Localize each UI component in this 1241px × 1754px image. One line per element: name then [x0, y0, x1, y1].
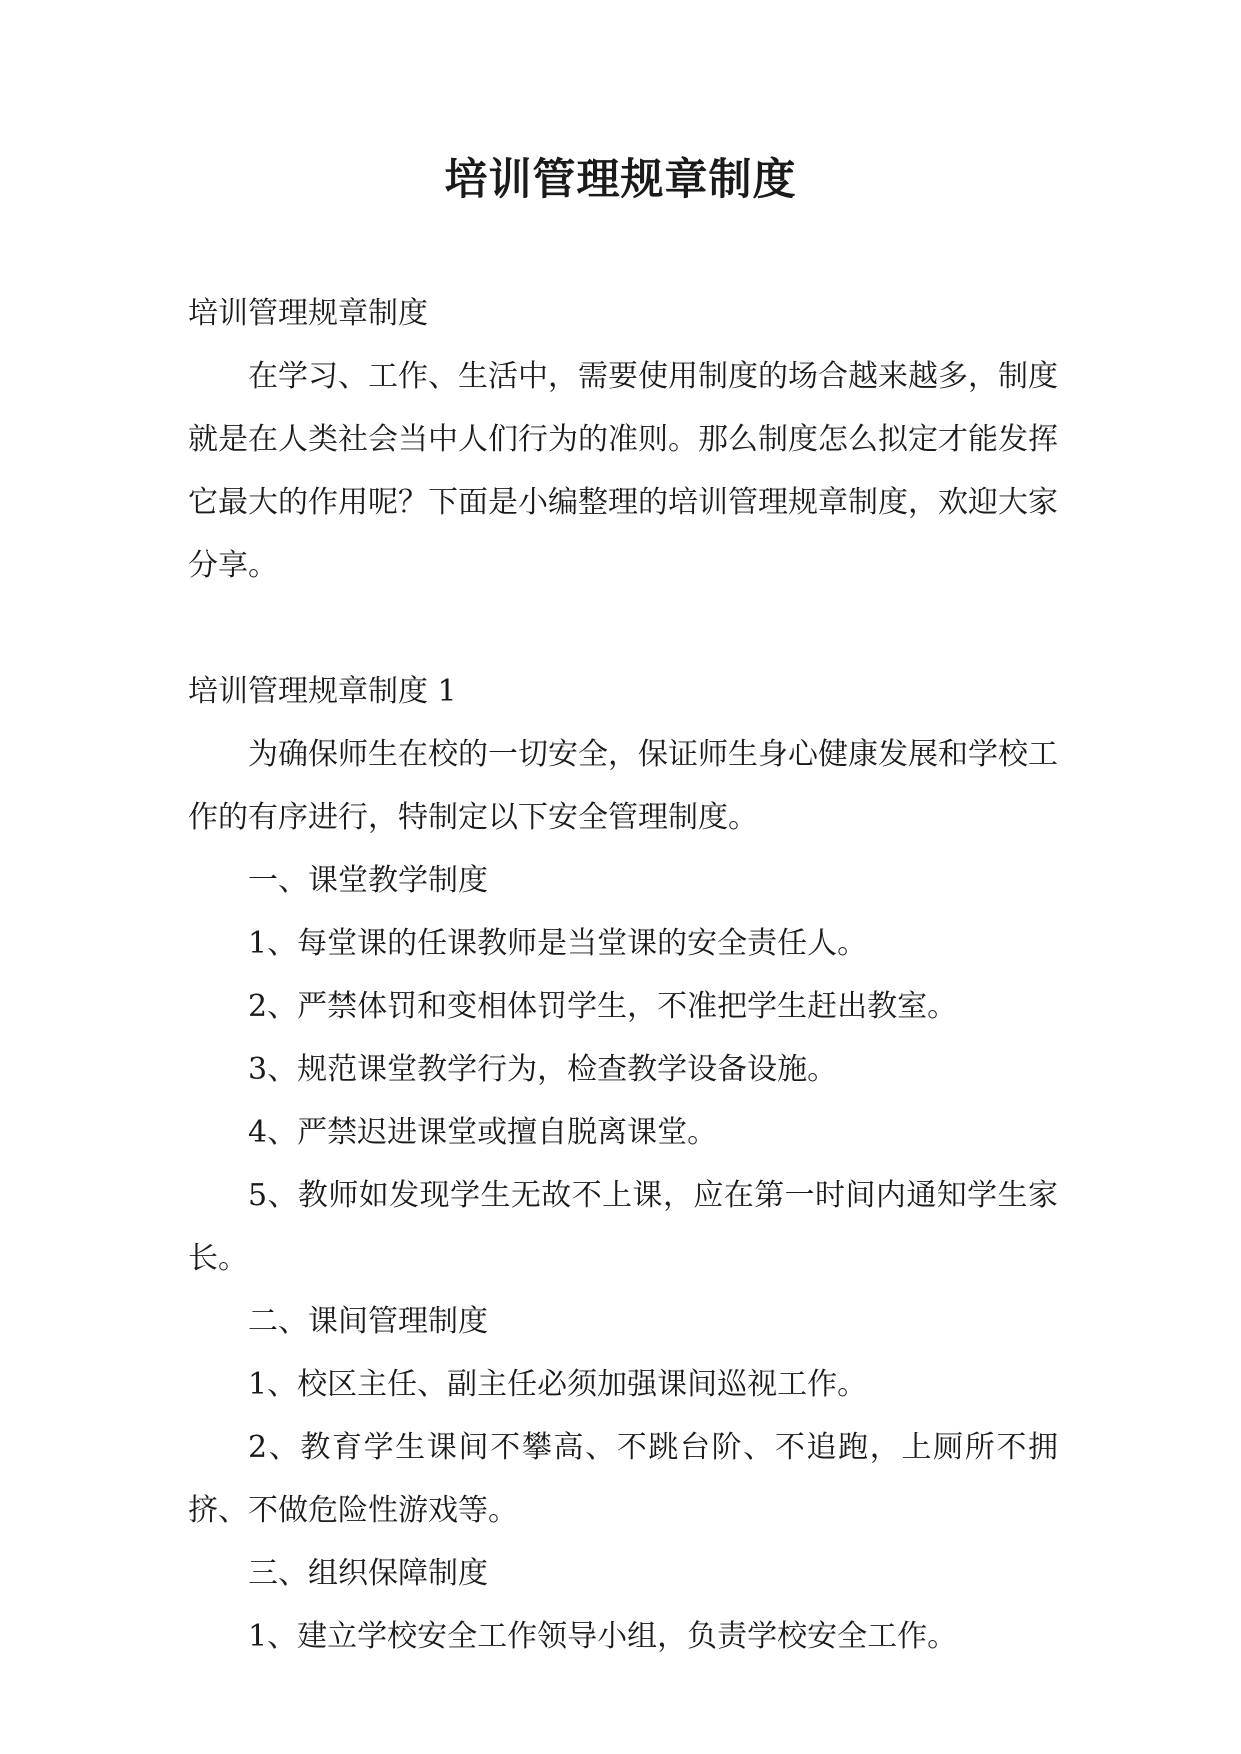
part2-heading: 二、课间管理制度 — [248, 1304, 488, 1339]
part2-item: 2、教育学生课间不攀高、不跳台阶、不追跑，上厕所不拥挤、不做危险性游戏等。 — [188, 1430, 1058, 1528]
part1-item: 5、教师如发现学生无故不上课，应在第一时间内通知学生家长。 — [188, 1178, 1058, 1276]
section1-heading: 培训管理规章制度 1 — [188, 674, 457, 709]
section1-intro-paragraph: 为确保师生在校的一切安全，保证师生身心健康发展和学校工作的有序进行，特制定以下安全管理制度。 — [188, 737, 1058, 835]
part1-heading: 一、课堂教学制度 — [248, 863, 488, 898]
paragraph-gap — [188, 597, 1058, 660]
part1-item: 4、严禁迟进课堂或擅自脱离课堂。 — [248, 1115, 718, 1150]
part3-item: 1、建立学校安全工作领导小组，负责学校安全工作。 — [248, 1619, 958, 1654]
part3-heading: 三、组织保障制度 — [248, 1556, 488, 1591]
document-body — [188, 282, 1058, 1668]
document-title: 培训管理规章制度 — [444, 155, 797, 205]
document-subtitle: 培训管理规章制度 — [188, 296, 428, 331]
intro-paragraph: 在学习、工作、生活中，需要使用制度的场合越来越多，制度就是在人类社会当中人们行为的准则。那么制度怎么拟定才能发挥它最大的作用呢？下面是小编整理的培训管理规章制度，欢迎大家分享。 — [188, 359, 1058, 583]
part1-item: 3、规范课堂教学行为，检查教学设备设施。 — [248, 1052, 838, 1087]
part2-item: 1、校区主任、副主任必须加强课间巡视工作。 — [248, 1367, 868, 1402]
part1-item: 2、严禁体罚和变相体罚学生，不准把学生赶出教室。 — [248, 989, 958, 1024]
part1-item: 1、每堂课的任课教师是当堂课的安全责任人。 — [248, 926, 868, 961]
